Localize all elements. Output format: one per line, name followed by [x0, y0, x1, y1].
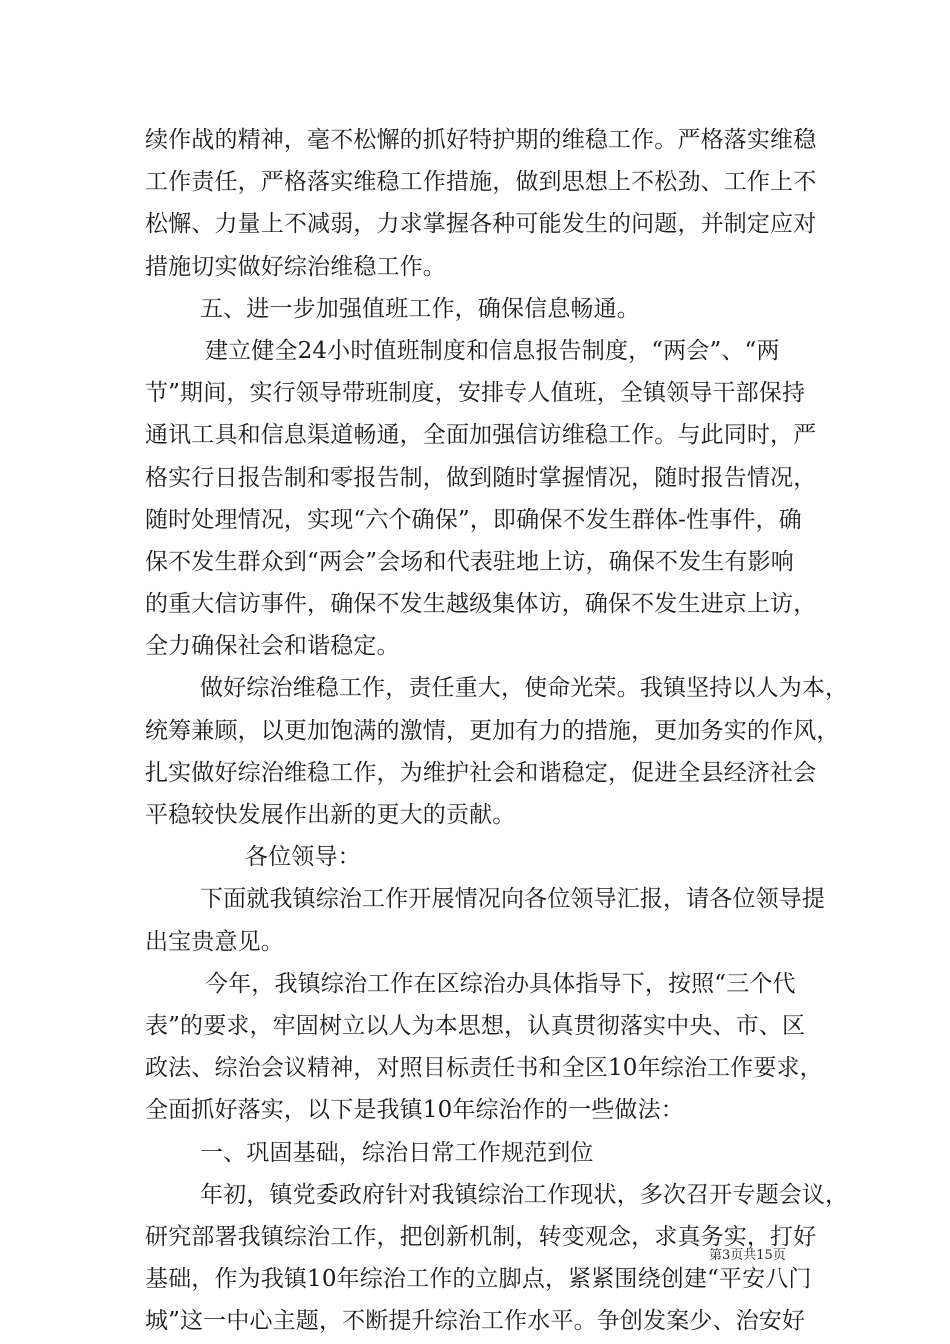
text-line: 建立健全24小时值班制度和信息报告制度，“两会”、“两 [205, 337, 780, 364]
text-line: 工作责任，严格落实维稳工作措施，做到思想上不松劲、工作上不 [145, 169, 817, 196]
text-line: 的重大信访事件，确保不发生越级集体访，确保不发生进京上访， [145, 591, 817, 618]
text-line: 全力确保社会和谐稳定。 [145, 633, 400, 660]
text-line: 扎实做好综治维稳工作，为维护社会和谐稳定，促进全县经济社会 [145, 759, 817, 786]
text-line: 一、巩固基础，综治日常工作规范到位 [200, 1139, 594, 1166]
text-line: 年初，镇党委政府针对我镇综治工作现状，多次召开专题会议， [200, 1181, 849, 1208]
text-line: 研究部署我镇综治工作，把创新机制，转变观念，求真务实，打好 [145, 1223, 817, 1250]
text-line: 今年，我镇综治工作在区综治办具体指导下，按照“三个代 [205, 970, 796, 997]
text-line: 下面就我镇综治工作开展情况向各位领导汇报，请各位领导提 [200, 886, 826, 913]
text-line: 出宝贵意见。 [145, 928, 284, 955]
text-line: 节”期间，实行领导带班制度，安排专人值班，全镇领导干部保持 [145, 380, 806, 407]
text-line: 措施切实做好综治维稳工作。 [145, 253, 446, 280]
text-line: 随时处理情况，实现“六个确保”，即确保不发生群体-性事件，确 [145, 506, 802, 533]
document-body [145, 119, 849, 1342]
text-line: 统筹兼顾，以更加饱满的激情，更加有力的措施，更加务实的作风， [145, 717, 840, 744]
text-line: 五、进一步加强值班工作，确保信息畅通。 [200, 295, 640, 322]
text-line: 全面抓好落实，以下是我镇10年综治作的一些做法： [145, 1097, 684, 1124]
text-line: 各位领导： [245, 844, 361, 871]
text-line: 做好综治维稳工作，责任重大，使命光荣。我镇坚持以人为本， [200, 675, 849, 702]
text-line: 城”这一中心主题，不断提升综治工作水平。争创发案少、治安好 [145, 1308, 806, 1335]
text-line: 平稳较快发展作出新的更大的贡献。 [145, 802, 516, 828]
text-line: 政法、综治会议精神，对照目标责任书和全区10年综治工作要求， [145, 1055, 823, 1082]
text-line: 续作战的精神，毫不松懈的抓好特护期的维稳工作。严格落实维稳 [145, 127, 817, 153]
text-line: 保不发生群众到“两会”会场和代表驻地上访，确保不发生有影响 [145, 548, 794, 575]
text-line: 通讯工具和信息渠道畅通，全面加强信访维稳工作。与此同时，严 [145, 422, 817, 449]
page-number: 第3页共15页 [709, 1248, 786, 1263]
text-line: 松懈、力量上不减弱，力求掌握各种可能发生的问题，并制定应对 [145, 211, 817, 238]
text-line: 基础，作为我镇10年综治工作的立脚点，紧紧围绕创建“平安八门 [145, 1266, 812, 1293]
text-line: 表”的要求，牢固树立以人为本思想，认真贯彻落实中央、市、区 [145, 1012, 806, 1039]
text-line: 格实行日报告制和零报告制，做到随时掌握情况，随时报告情况， [145, 464, 817, 491]
